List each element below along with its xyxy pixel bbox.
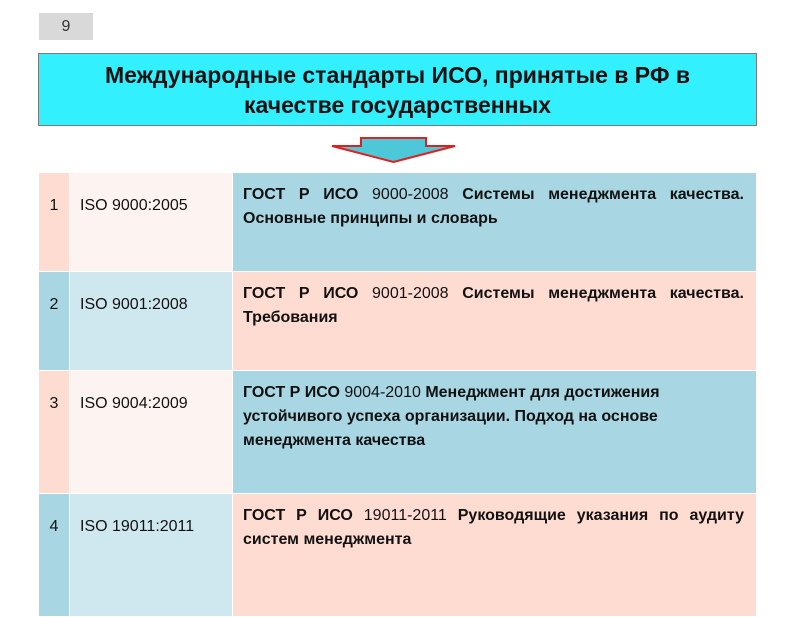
gost-title: Руководящие указания по аудиту систем менеджмента bbox=[243, 507, 744, 548]
gost-description bbox=[233, 494, 757, 617]
gost-prefix: ГОСТ Р ИСО bbox=[243, 384, 340, 401]
table-row bbox=[39, 371, 757, 494]
gost-prefix: ГОСТ Р ИСО bbox=[243, 507, 353, 524]
iso-standard: ISO 9001:2008 bbox=[70, 272, 233, 371]
table-row bbox=[39, 173, 757, 272]
iso-standard: ISO 9000:2005 bbox=[70, 173, 233, 272]
gost-title: Системы менеджмента качества. Требования bbox=[243, 285, 744, 326]
row-number: 2 bbox=[39, 272, 70, 371]
table-row bbox=[39, 494, 757, 617]
down-arrow-icon bbox=[329, 137, 458, 163]
gost-description bbox=[233, 371, 757, 494]
gost-code: 9001-2008 bbox=[372, 285, 449, 302]
title-box bbox=[38, 53, 757, 126]
gost-description bbox=[233, 173, 757, 272]
page-number-badge: 9 bbox=[39, 13, 93, 40]
row-number: 3 bbox=[39, 371, 70, 494]
gost-code: 19011-2011 bbox=[363, 507, 447, 524]
table-row bbox=[39, 272, 757, 371]
gost-code: 9004-2010 bbox=[344, 384, 421, 401]
iso-standard: ISO 9004:2009 bbox=[70, 371, 233, 494]
gost-prefix: ГОСТ Р ИСО bbox=[243, 186, 359, 203]
gost-title: Системы менеджмента качества. Основные принципы и словарь bbox=[243, 186, 744, 227]
gost-code: 9000-2008 bbox=[372, 186, 449, 203]
gost-prefix: ГОСТ Р ИСО bbox=[243, 285, 359, 302]
row-number: 1 bbox=[39, 173, 70, 272]
page-title: Международные стандарты ИСО, принятые в РФ в качестве государственных bbox=[104, 61, 691, 118]
iso-standard: ISO 19011:2011 bbox=[70, 494, 233, 617]
gost-description bbox=[233, 272, 757, 371]
gost-title: Менеджмент для достижения устойчивого успеха организации. Подход на основе менеджмента качества bbox=[243, 384, 660, 449]
standards-table bbox=[38, 172, 757, 617]
row-number: 4 bbox=[39, 494, 70, 617]
